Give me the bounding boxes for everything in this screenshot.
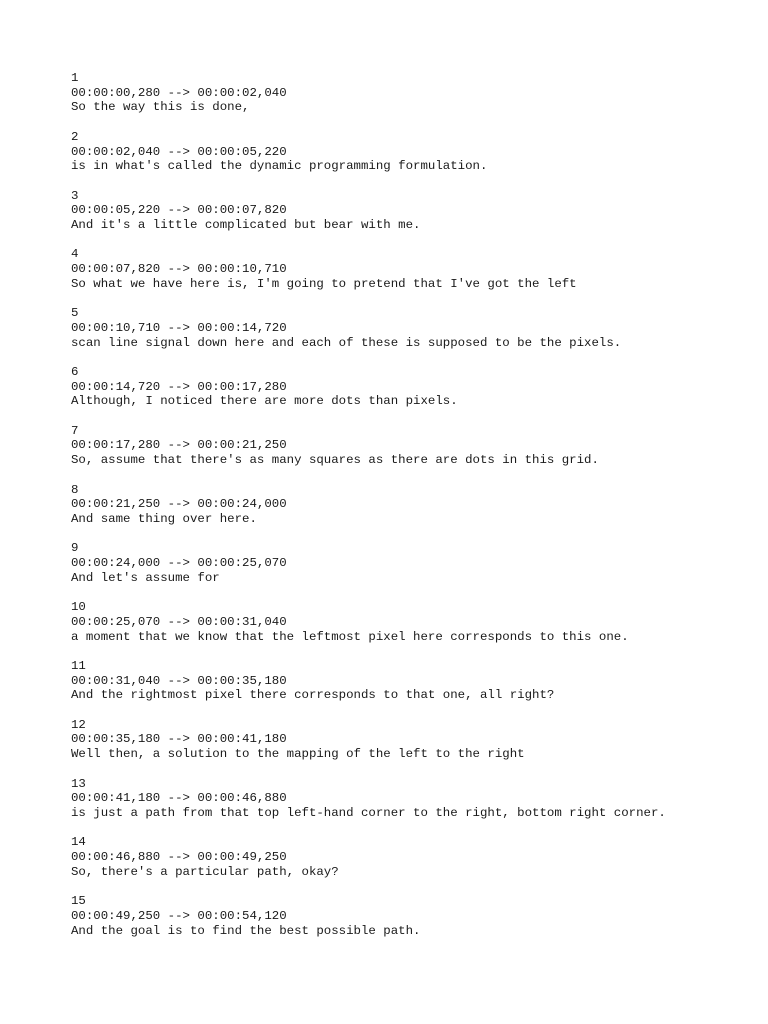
cue-index: 11	[71, 658, 86, 673]
subtitle-cue	[71, 189, 751, 233]
subtitle-cue	[71, 130, 751, 174]
cue-index: 3	[71, 188, 79, 203]
cue-text: And it's a little complicated but bear with me.	[71, 218, 421, 232]
cue-text: is in what's called the dynamic programming formulation.	[71, 159, 488, 174]
subtitle-cue	[71, 424, 751, 468]
subtitle-cue	[71, 835, 751, 879]
cue-index: 13	[71, 776, 86, 791]
cue-text: Although, I noticed there are more dots than pixels.	[71, 394, 458, 409]
cue-index: 1	[71, 71, 79, 85]
cue-index: 9	[71, 541, 79, 556]
cue-text: And the rightmost pixel there corresponds to that one, all right?	[71, 688, 555, 703]
subtitle-cue	[71, 718, 751, 762]
cue-index: 10	[71, 600, 86, 615]
cue-index: 12	[71, 717, 86, 732]
cue-timing: 00:00:46,880 --> 00:00:49,250	[71, 850, 287, 865]
subtitle-cue	[71, 247, 751, 291]
subtitle-cue	[71, 659, 751, 703]
cue-text: is just a path from that top left-hand corner to the right, bottom right corner.	[71, 805, 666, 820]
cue-index: 5	[71, 306, 79, 321]
cue-index: 8	[71, 482, 79, 497]
cue-timing: 00:00:49,250 --> 00:00:54,120	[71, 908, 287, 923]
cue-index: 15	[71, 894, 86, 909]
cue-text: And let's assume for	[71, 570, 220, 585]
subtitle-cue	[71, 600, 751, 644]
subtitle-cue	[71, 365, 751, 409]
cue-timing: 00:00:41,180 --> 00:00:46,880	[71, 791, 287, 806]
cue-text: scan line signal down here and each of these is supposed to be the pixels.	[71, 335, 622, 350]
subtitle-cue	[71, 306, 751, 350]
cue-text: So, there's a particular path, okay?	[71, 864, 339, 879]
cue-timing: 00:00:25,070 --> 00:00:31,040	[71, 614, 287, 629]
cue-text: So what we have here is, I'm going to pretend that I've got the left	[71, 276, 577, 291]
cue-index: 2	[71, 129, 79, 144]
cue-timing: 00:00:02,040 --> 00:00:05,220	[71, 144, 287, 159]
cue-timing: 00:00:21,250 --> 00:00:24,000	[71, 497, 287, 512]
cue-text: So the way this is done,	[71, 100, 250, 115]
subtitle-document	[71, 71, 751, 953]
cue-timing: 00:00:07,820 --> 00:00:10,710	[71, 262, 287, 277]
cue-timing: 00:00:35,180 --> 00:00:41,180	[71, 732, 287, 747]
cue-timing: 00:00:10,710 --> 00:00:14,720	[71, 320, 287, 335]
cue-timing: 00:00:05,220 --> 00:00:07,820	[71, 203, 287, 218]
cue-index: 7	[71, 423, 79, 438]
cue-index: 14	[71, 835, 86, 850]
cue-text: So, assume that there's as many squares as there are dots in this grid.	[71, 453, 599, 468]
subtitle-cue	[71, 483, 751, 527]
cue-index: 6	[71, 364, 79, 379]
cue-timing: 00:00:24,000 --> 00:00:25,070	[71, 556, 287, 571]
cue-text: And same thing over here.	[71, 511, 257, 526]
subtitle-cue	[71, 894, 751, 938]
cue-text: Well then, a solution to the mapping of the left to the right	[71, 747, 525, 762]
cue-text: a moment that we know that the leftmost pixel here corresponds to this one.	[71, 629, 629, 644]
cue-text: And the goal is to find the best possible path.	[71, 923, 421, 938]
cue-index: 4	[71, 247, 79, 262]
cue-timing: 00:00:31,040 --> 00:00:35,180	[71, 673, 287, 688]
subtitle-cue	[71, 777, 751, 821]
cue-timing: 00:00:17,280 --> 00:00:21,250	[71, 438, 287, 453]
subtitle-cue	[71, 71, 751, 115]
cue-timing: 00:00:14,720 --> 00:00:17,280	[71, 379, 287, 394]
cue-timing: 00:00:00,280 --> 00:00:02,040	[71, 85, 287, 100]
subtitle-cue	[71, 541, 751, 585]
